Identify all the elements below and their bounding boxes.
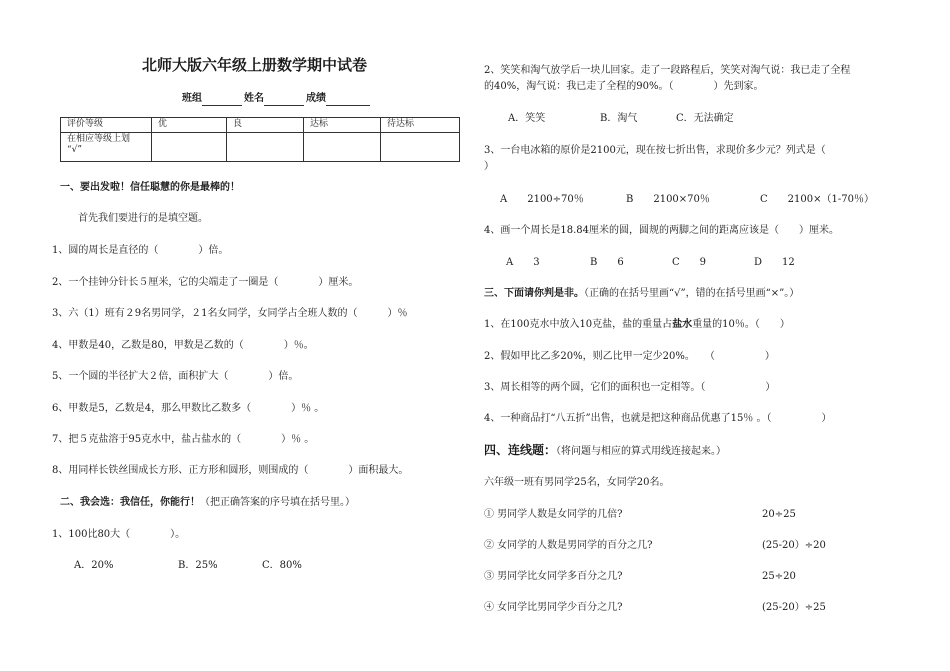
choice-q4-option-b[interactable]: B 6: [590, 257, 624, 268]
choice-q3-line-1: 3、一台电冰箱的原价是2100元，现在按七折出售，求现价多少元？列式是（: [484, 145, 826, 156]
choice-q1-option-c[interactable]: C．80%: [262, 560, 302, 571]
judge-item-1-bold: 盐水: [672, 319, 693, 330]
row-label-line-1: 在相应等级上划: [67, 134, 131, 144]
choice-q1: 1、100比80大（ ）。: [52, 529, 186, 540]
judge-item-2: 2、假如甲比乙多20%，则乙比甲一定少20%。 （ ）: [484, 351, 775, 362]
table-row-label: [61, 133, 152, 162]
section4-heading: [484, 442, 726, 460]
match-question-2[interactable]: ② 女同学的人数是男同学的百分之几?: [484, 540, 653, 551]
section1-intro: 首先我们要进行的是填空题。: [78, 213, 208, 224]
section2-title: 二、我会选：我信任，你能行！: [60, 497, 200, 508]
match-formula-1[interactable]: 20÷25: [762, 509, 796, 520]
table-header-cell: 良: [227, 118, 304, 133]
table-header-cell: 优: [152, 118, 227, 133]
fill-item-5: 5、一个圆的半径扩大２倍，面积扩大（ ）倍。: [52, 371, 299, 382]
judge-item-4: 4、一种商品打“八五折”出售，也就是把这种商品优惠了15％ 。（ ）: [484, 413, 832, 424]
name-blank[interactable]: [264, 94, 304, 106]
choice-q2-option-c[interactable]: C．无法确定: [676, 113, 734, 124]
match-question-1[interactable]: ① 男同学人数是女同学的几倍?: [484, 509, 623, 520]
choice-q3-option-a[interactable]: A 2100÷70％: [500, 194, 584, 205]
mark-cell-improve[interactable]: [381, 133, 460, 162]
class-label: 班组: [182, 93, 202, 104]
table-row: [61, 133, 460, 162]
class-blank[interactable]: [202, 94, 242, 106]
mark-cell-excellent[interactable]: [152, 133, 227, 162]
choice-q3-line-2: ）: [484, 161, 494, 172]
fill-item-7: 7、把５克盐溶于95克水中，盐占盐水的（ ）％ 。: [52, 434, 315, 445]
fill-item-1: 1、圆的周长是直径的（ ）倍。: [52, 245, 229, 256]
left-column: [52, 0, 462, 671]
section2-heading: [60, 496, 355, 510]
page-title: 北师大版六年级上册数学期中试卷: [142, 56, 368, 74]
choice-q2-line-2: 的40%，淘气说：我已走了全程的90%。（ ）先到家。: [484, 81, 764, 92]
choice-q1-option-b[interactable]: B．25%: [178, 560, 218, 571]
match-formula-2[interactable]: (25-20）÷20: [762, 540, 826, 551]
table-header-row: [61, 118, 460, 133]
choice-q2-option-b[interactable]: B．淘气: [600, 113, 638, 124]
judge-item-1: [484, 318, 790, 332]
fill-item-8: 8、用同样长铁丝围成长方形、正方形和圆形，则围成的（ ）面积最大。: [52, 465, 409, 476]
choice-q4-option-d[interactable]: D 12: [754, 257, 795, 268]
section4-intro: 六年级一班有男同学25名，女同学20名。: [484, 477, 670, 488]
section3-title: 三、下面请你判是非。: [484, 288, 584, 299]
section3-note: （正确的在括号里画“√”，错的在括号里画“×”。）: [584, 288, 800, 299]
right-column: [484, 0, 904, 671]
evaluation-table: [60, 117, 460, 162]
choice-q4: 4、画一个周长是18.84厘米的圆，圆规的两脚之间的距离应该是（ ）厘米。: [484, 225, 839, 236]
judge-item-1-pre: 1、在100克水中放入10克盐，盐的重量占: [484, 319, 673, 330]
fill-item-3: 3、六（1）班有２9名男同学，２1名女同学，女同学占全班人数的（ ）％: [52, 308, 408, 319]
match-question-3[interactable]: ③ 男同学比女同学多百分之几?: [484, 571, 623, 582]
section1-heading: 一、要出发啦！信任聪慧的你是最棒的！: [60, 182, 240, 193]
mark-cell-pass[interactable]: [304, 133, 381, 162]
class-info-line: [182, 92, 372, 106]
row-label-line-2: “√”: [67, 145, 82, 155]
table-header-cell: 评价等级: [61, 118, 152, 133]
choice-q4-option-a[interactable]: A 3: [506, 257, 540, 268]
section3-heading: [484, 287, 799, 301]
fill-item-6: 6、甲数是5，乙数是4，那么甲数比乙数多（ ）％ 。: [52, 403, 325, 414]
score-blank[interactable]: [326, 94, 370, 106]
name-label: 姓名: [244, 93, 264, 104]
judge-item-1-post: 重量的10％。（ ）: [692, 319, 790, 330]
judge-item-3: 3、周长相等的两个圆，它们的面积也一定相等。（ ）: [484, 382, 776, 393]
table-header-cell: 达标: [304, 118, 381, 133]
fill-item-2: 2、一个挂钟分针长５厘米，它的尖端走了一圈是（ ）厘米。: [52, 277, 359, 288]
score-label: 成绩: [306, 93, 326, 104]
section4-note: （将问题与相应的算式用线连接起来。）: [556, 446, 727, 457]
match-question-4[interactable]: ④ 女同学比男同学少百分之几?: [484, 602, 623, 613]
table-header-cell: 待达标: [381, 118, 460, 133]
choice-q2-line-1: 2、笑笑和淘气放学后一块儿回家。走了一段路程后，笑笑对淘气说：我已走了全程: [484, 65, 851, 76]
match-formula-3[interactable]: 25÷20: [762, 571, 796, 582]
choice-q2-option-a[interactable]: A．笑笑: [508, 113, 546, 124]
choice-q3-option-c[interactable]: C 2100×（1-70％）: [760, 194, 874, 205]
choice-q3-option-b[interactable]: B 2100×70％: [626, 194, 710, 205]
section2-note: （把正确答案的序号填在括号里。）: [200, 497, 355, 508]
match-formula-4[interactable]: (25-20）÷25: [762, 602, 826, 613]
choice-q4-option-c[interactable]: C 9: [672, 257, 707, 268]
fill-item-4: 4、甲数是40，乙数是80，甲数是乙数的（ ）％。: [52, 340, 314, 351]
mark-cell-good[interactable]: [227, 133, 304, 162]
section4-title: 四、连线题：: [484, 443, 557, 457]
choice-q1-option-a[interactable]: A．20%: [74, 560, 114, 571]
